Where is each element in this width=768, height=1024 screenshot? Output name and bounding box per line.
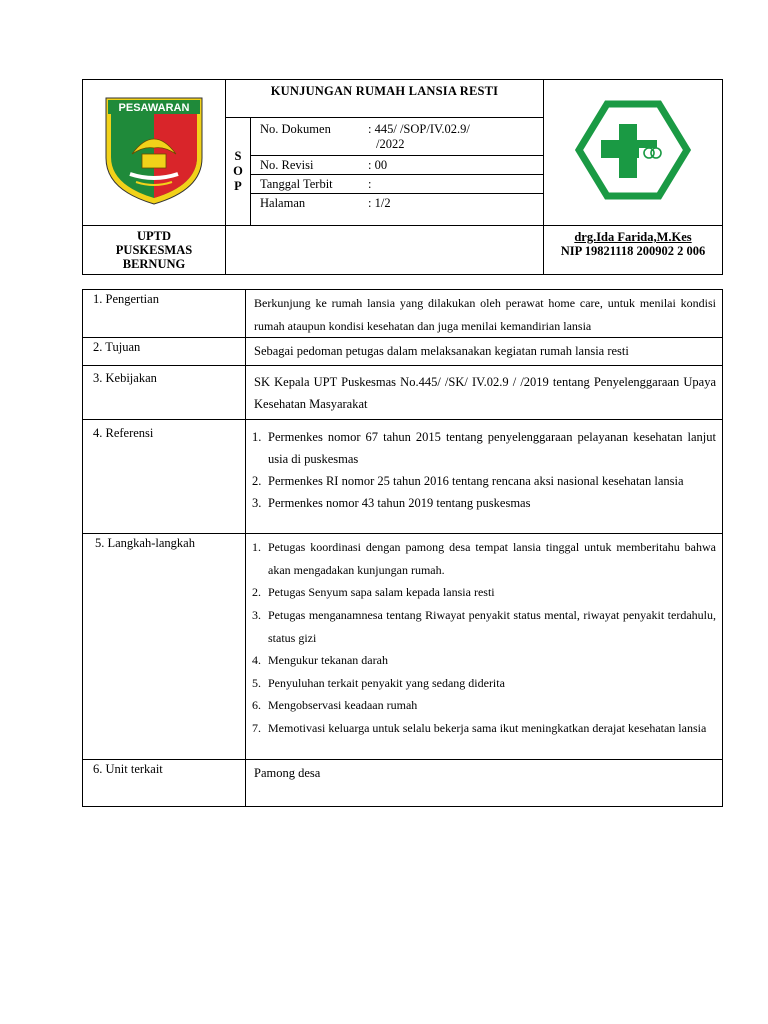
org-line: BERNUNG: [122, 257, 186, 271]
content-unit: Pamong desa: [246, 760, 723, 807]
content-pengertian: Berkunjung ke rumah lansia yang dilakukan oleh perawat home care, untuk menilai kondisi rumah ataupun kondisi kesehatan dan juga menilai kemandirian lansia: [246, 290, 723, 338]
content-referensi: [246, 420, 723, 534]
list-item: 2. Permenkes RI nomor 25 tahun 2016 tentang rencana aksi nasional kesehatan lansia: [252, 474, 684, 489]
content-kebijakan: SK Kepala UPT Puskesmas No.445/ /SK/ IV.02.9 / /2019 tentang Penyelenggaraan Upaya Kesehatan Masyarakat: [246, 366, 723, 420]
list-item: 3. Permenkes nomor 43 tahun 2019 tentang puskesmas: [252, 496, 531, 511]
meta-row-revisi: [251, 156, 543, 175]
list-item: 5. Penyuluhan terkait penyakit yang sedang diderita: [252, 675, 505, 690]
sop-letter-p: P: [234, 179, 242, 193]
label-tujuan: 2. Tujuan: [83, 338, 246, 366]
meta-row-dokumen: [251, 118, 543, 156]
label-referensi: 4. Referensi: [83, 420, 246, 534]
meta-value: : 445/ /SOP/IV.02.9/: [368, 121, 470, 136]
meta-row-tanggal: [251, 175, 543, 194]
list-item: 1. Petugas koordinasi dengan pamong desa tempat lansia tinggal untuk memberitahu bahwa akan mengadakan kunjungan rumah.: [252, 540, 716, 577]
content-tujuan: Sebagai pedoman petugas dalam melaksanakan kegiatan rumah lansia resti: [246, 338, 723, 366]
signer-nip: NIP 19821118 200902 2 006: [560, 244, 706, 258]
meta-value: : 00: [368, 157, 388, 172]
meta-value: : 1/2: [368, 196, 391, 210]
meta-label: Tanggal Terbit: [260, 176, 333, 191]
right-logo-cell: [544, 80, 723, 226]
meta-cell: [251, 118, 544, 226]
label-langkah: 5. Langkah-langkah: [83, 534, 246, 760]
empty-footer-cell: [226, 226, 544, 275]
org-name: [83, 226, 226, 275]
meta-label: Halaman: [260, 196, 306, 210]
sop-body-table: [82, 289, 723, 807]
signer-block: [544, 226, 723, 275]
label-unit: 6. Unit terkait: [83, 760, 246, 807]
sop-header-table: [82, 79, 723, 275]
label-pengertian: 1. Pengertian: [83, 290, 246, 338]
label-kebijakan: 3. Kebijakan: [83, 366, 246, 420]
pesawaran-crest-icon: [102, 94, 206, 206]
meta-value: :: [368, 176, 372, 191]
meta-row-halaman: [251, 194, 543, 219]
org-line: PUSKESMAS: [115, 243, 193, 257]
list-item: 1. Permenkes nomor 67 tahun 2015 tentang penyelenggaraan pelayanan kesehatan lanjut usia di puskesmas: [252, 430, 716, 467]
sop-title: KUNJUNGAN RUMAH LANSIA RESTI: [226, 80, 544, 118]
sop-letters: [226, 118, 251, 226]
meta-value-year: /2022: [376, 136, 405, 151]
sop-letter-s: S: [234, 149, 242, 163]
meta-label: No. Revisi: [260, 157, 314, 172]
list-item: 6. Mengobservasi keadaan rumah: [252, 698, 418, 713]
puskesmas-logo-icon: [575, 100, 691, 200]
org-line: UPTD: [136, 229, 172, 243]
sop-letter-o: O: [233, 164, 243, 178]
meta-label: No. Dokumen: [260, 121, 331, 136]
list-item: 3. Petugas menganamnesa tentang Riwayat penyakit status mental, riwayat penyakit terdahulu, status gizi: [252, 607, 716, 645]
content-langkah: [246, 534, 723, 760]
signer-name: drg.Ida Farida,M.Kes: [574, 230, 692, 244]
left-logo-cell: [83, 80, 226, 226]
logo-text: PESAWARAN: [118, 102, 190, 114]
list-item: 2. Petugas Senyum sapa salam kepada lansia resti: [252, 585, 495, 600]
list-item: 4. Mengukur tekanan darah: [252, 653, 388, 668]
list-item: 7. Memotivasi keluarga untuk selalu bekerja sama ikut meningkatkan derajat kesehatan lansia: [252, 720, 707, 735]
